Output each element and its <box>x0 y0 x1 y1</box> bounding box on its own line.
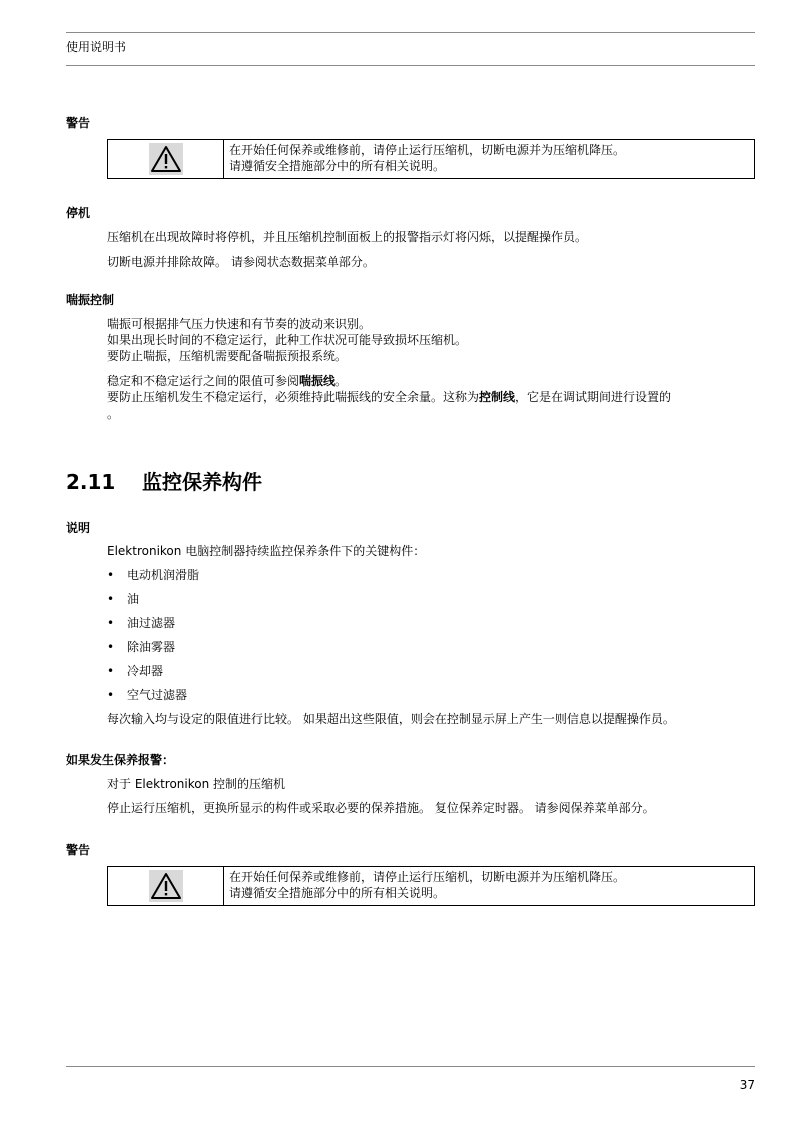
warning-box <box>107 866 755 906</box>
list-item <box>107 614 175 632</box>
surge-p3-text: 要防止压缩机发生不稳定运行，必须维持此喘振线的安全余量。这称为 <box>107 390 480 404</box>
surge-paragraph-3-end: 。 <box>107 407 120 421</box>
section-number: 2.11 <box>66 470 116 494</box>
list-item-text: 油过滤器 <box>127 616 176 630</box>
list-item-text: 电动机润滑脂 <box>127 568 200 582</box>
page-number: 37 <box>739 1078 755 1092</box>
header-bottom-rule <box>66 65 755 66</box>
description-label: 说明 <box>66 521 91 535</box>
warning-triangle-icon <box>149 870 183 902</box>
list-item <box>107 638 175 656</box>
surge-p2-text: 稳定和不稳定运行之间的限值可参阅 <box>107 374 300 388</box>
bullet: • <box>107 640 115 654</box>
surge-paragraph-1-line-1: 喘振可根据排气压力快速和有节奏的波动来识别。 <box>107 317 372 331</box>
bullet: • <box>107 664 115 678</box>
warning-icon-cell <box>108 867 224 905</box>
surge-control-label: 喘振控制 <box>66 293 115 307</box>
list-item-text: 油 <box>127 592 140 606</box>
page-header-title: 使用说明书 <box>66 40 127 54</box>
surge-p3-post: ，它是在调试期间进行设置的 <box>515 390 672 404</box>
bullet: • <box>107 568 115 582</box>
section-title: 监控保养构件 <box>142 470 262 494</box>
warning-text <box>224 867 754 905</box>
surge-line-term: 喘振线 <box>299 374 336 388</box>
warning-box <box>107 139 755 179</box>
list-item-text: 空气过滤器 <box>127 688 188 702</box>
maintenance-alarm-label: 如果发生保养报警： <box>66 753 175 767</box>
warning-text-line2: 请遵循安全措施部分中的所有相关说明。 <box>229 159 446 173</box>
warning-text-line1: 在开始任何保养或维修前，请停止运行压缩机，切断电源并为压缩机降压。 <box>229 143 626 157</box>
bullet: • <box>107 592 115 606</box>
list-item <box>107 662 163 680</box>
list-item-text: 冷却器 <box>127 664 164 678</box>
description-outro: 每次输入均与设定的限值进行比较。 如果超出这些限值，则会在控制显示屏上产生一则信息以提醒操作员。 <box>107 712 675 726</box>
warning-label: 警告 <box>66 116 91 130</box>
surge-paragraph-1-line-2: 如果出现长时间的不稳定运行，此种工作状况可能导致损坏压缩机。 <box>107 333 468 347</box>
list-item <box>107 566 199 584</box>
bullet: • <box>107 616 115 630</box>
control-line-term: 控制线 <box>479 390 516 404</box>
list-item <box>107 686 187 704</box>
shutdown-label: 停机 <box>66 206 91 220</box>
bullet: • <box>107 688 115 702</box>
maintenance-alarm-paragraph-1: 对于 Elektronikon 控制的压缩机 <box>107 777 286 791</box>
warning-text <box>224 140 754 178</box>
surge-paragraph-1-line-3: 要防止喘振，压缩机需要配备喘振预报系统。 <box>107 349 348 363</box>
shutdown-paragraph-2: 切断电源并排除故障。 请参阅状态数据菜单部分。 <box>107 255 375 269</box>
description-intro: Elektronikon 电脑控制器持续监控保养条件下的关键构件： <box>107 544 426 558</box>
warning-text-line2: 请遵循安全措施部分中的所有相关说明。 <box>229 886 446 900</box>
warning-icon-cell <box>108 140 224 178</box>
list-item-text: 除油雾器 <box>127 640 176 654</box>
maintenance-alarm-paragraph-2: 停止运行压缩机，更换所显示的构件或采取必要的保养措施。 复位保养定时器。 请参阅保养菜单部分。 <box>107 801 655 815</box>
surge-paragraph-3 <box>107 388 757 406</box>
warning-triangle-icon <box>149 143 183 175</box>
warning-label: 警告 <box>66 843 91 857</box>
list-item <box>107 590 139 608</box>
warning-text-line1: 在开始任何保养或维修前，请停止运行压缩机，切断电源并为压缩机降压。 <box>229 870 626 884</box>
footer-rule <box>66 1066 755 1067</box>
surge-p2-end: 。 <box>335 374 348 388</box>
shutdown-paragraph-1: 压缩机在出现故障时将停机，并且压缩机控制面板上的报警指示灯将闪烁，以提醒操作员。 <box>107 230 588 244</box>
section-heading <box>66 469 262 495</box>
header-top-rule <box>66 32 755 33</box>
